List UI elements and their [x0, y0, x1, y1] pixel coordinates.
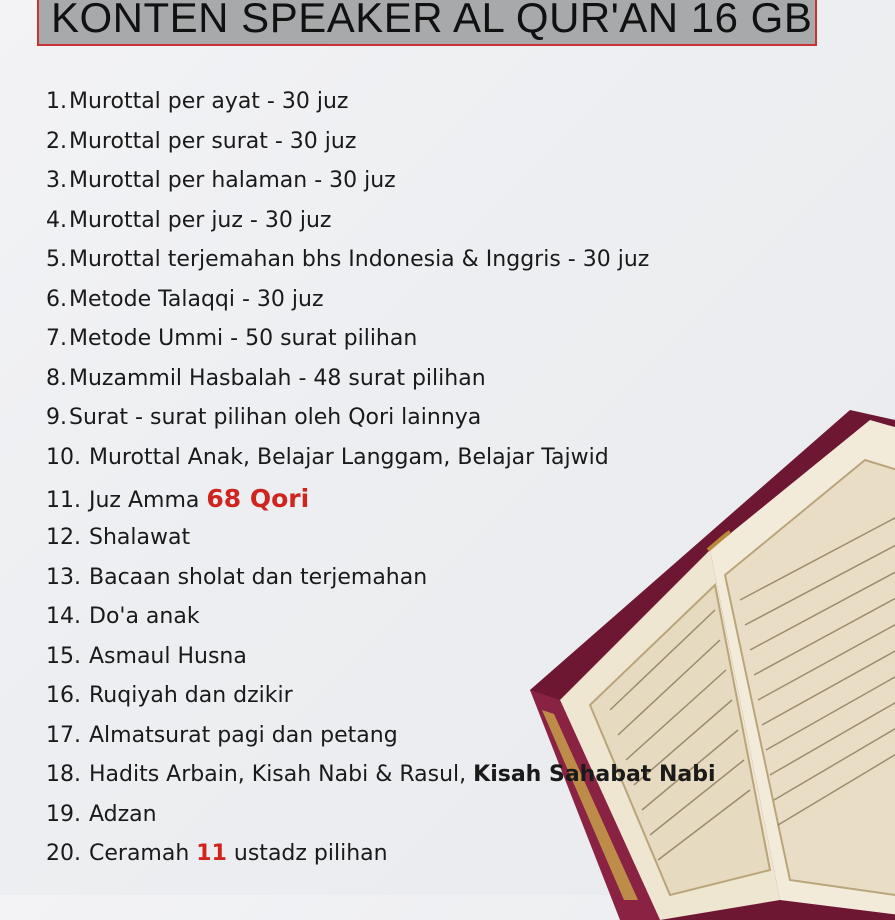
page-title: KONTEN SPEAKER AL QUR'AN 16 GB — [51, 0, 813, 41]
list-item: 11. Juz Amma 68 Qori — [46, 484, 310, 513]
highlight-count: 11 — [196, 841, 227, 866]
list-item: 8.Muzammil Hasbalah - 48 surat pilihan — [46, 365, 486, 391]
list-item: 13. Bacaan sholat dan terjemahan — [46, 564, 428, 590]
list-item: 4.Murottal per juz - 30 juz — [46, 207, 332, 233]
list-item: 15. Asmaul Husna — [46, 643, 247, 669]
list-item: 3.Murottal per halaman - 30 juz — [46, 168, 396, 193]
list-item: 9.Surat - surat pilihan oleh Qori lainnya — [46, 405, 482, 430]
list-item: 6.Metode Talaqqi - 30 juz — [46, 286, 324, 312]
list-item: 14. Do'a anak — [46, 604, 200, 629]
list-item: 5.Murottal terjemahan bhs Indonesia & Inggris - 30 juz — [46, 247, 650, 272]
list-item: 16. Ruqiyah dan dzikir — [46, 683, 293, 708]
list-item: 20. Ceramah 11 ustadz pilihan — [46, 841, 388, 866]
list-item: 7.Metode Ummi - 50 surat pilihan — [46, 326, 418, 351]
bold-text: Kisah Sahabat Nabi — [473, 762, 716, 787]
list-item: 19. Adzan — [46, 801, 157, 827]
list-item: 18. Hadits Arbain, Kisah Nabi & Rasul, Kisah Sahabat Nabi — [46, 762, 716, 787]
content-list — [46, 84, 716, 876]
list-item: 17. Almatsurat pagi dan petang — [46, 722, 398, 748]
highlight-count: 68 Qori — [206, 484, 310, 513]
list-item: 10. Murottal Anak, Belajar Langgam, Belajar Tajwid — [46, 444, 609, 470]
title-banner — [37, 0, 817, 46]
list-item: 2.Murottal per surat - 30 juz — [46, 128, 357, 154]
list-item: 1.Murottal per ayat - 30 juz — [46, 89, 349, 114]
list-item: 12. Shalawat — [46, 525, 191, 550]
